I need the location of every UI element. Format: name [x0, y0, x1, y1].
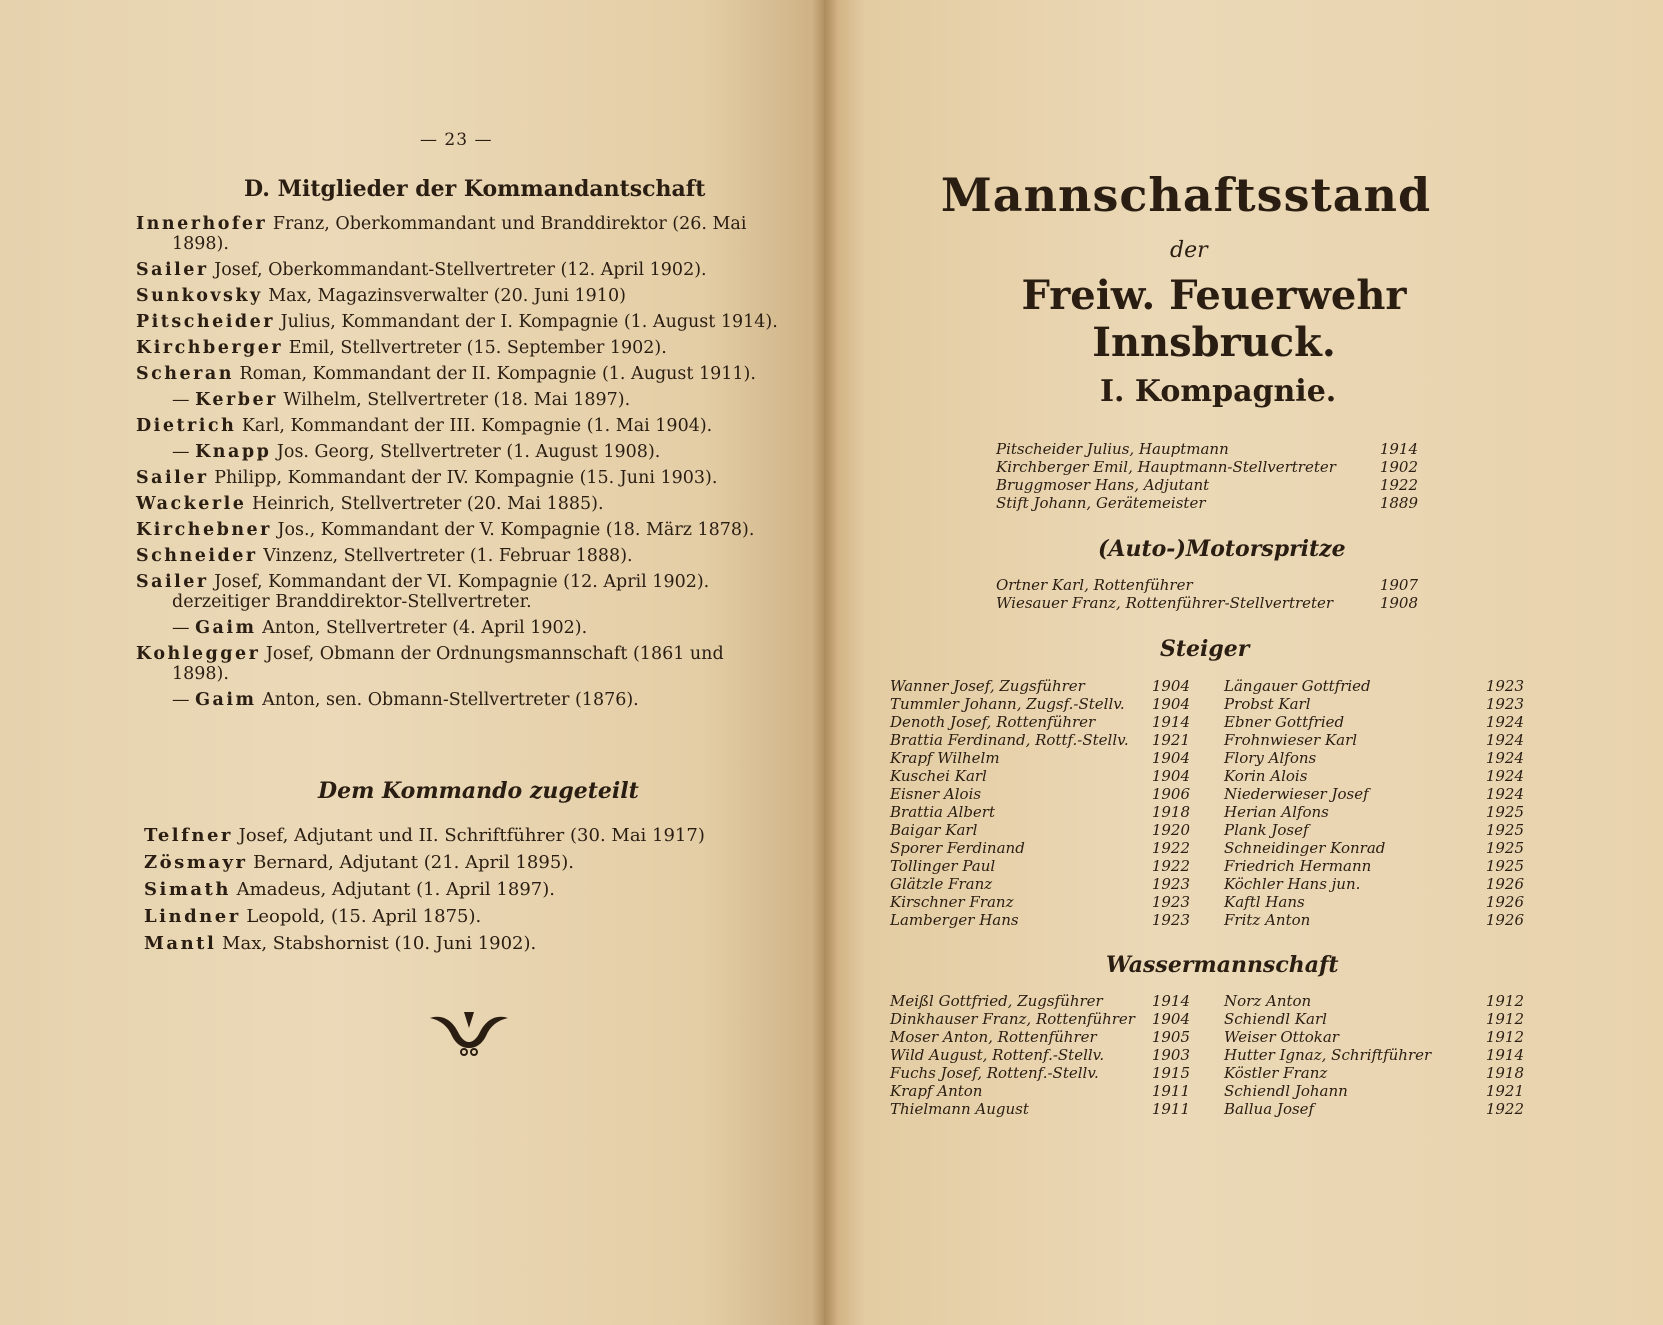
list-item — [136, 364, 786, 384]
entry-text: Josef, Adjutant und II. Schriftführer (30. Mai 1917) — [232, 825, 705, 846]
table-row — [1224, 803, 1524, 821]
roster-name: Fuchs Josef, Rottenf.-Stellv. — [890, 1064, 1099, 1082]
entry-text: Josef, Obmann der Ordnungsmannschaft (1861 und — [260, 644, 724, 664]
list-item — [136, 572, 786, 612]
list-item — [144, 853, 784, 873]
roster-name: Hutter Ignaz, Schriftführer — [1224, 1046, 1432, 1064]
roster-name: Tollinger Paul — [890, 857, 996, 875]
entry-name: Dietrich — [136, 416, 237, 436]
table-row — [890, 857, 1190, 875]
entry-name: Kohlegger — [136, 644, 261, 664]
table-row — [890, 731, 1190, 749]
roster-name: Frohnwieser Karl — [1224, 731, 1358, 749]
roster-year: 1914 — [1151, 713, 1190, 731]
list-item — [144, 880, 784, 900]
roster-year: 1925 — [1485, 857, 1524, 875]
roster-year: 1912 — [1485, 1010, 1524, 1028]
book-gutter — [812, 0, 838, 1325]
table-row — [1224, 695, 1524, 713]
entry-text: Jos. Georg, Stellvertreter (1. August 1908). — [271, 442, 661, 462]
list-item — [136, 214, 786, 254]
entry-name: Kerber — [195, 390, 278, 410]
roster-year: 1912 — [1485, 992, 1524, 1010]
entry-name: Knapp — [195, 442, 272, 462]
roster-name: Flory Alfons — [1224, 749, 1317, 767]
roster-name: Bruggmoser Hans, Adjutant — [996, 476, 1210, 494]
table-row — [1224, 911, 1524, 929]
table-row — [890, 803, 1190, 821]
entry-text: Heinrich, Stellvertreter (20. Mai 1885). — [246, 494, 604, 514]
steiger-list-right — [1224, 677, 1524, 929]
table-row — [1224, 1082, 1524, 1100]
entry-prefix: — — [172, 618, 196, 638]
roster-year: 1925 — [1485, 839, 1524, 857]
title-der: der — [1170, 238, 1208, 263]
list-item — [136, 690, 786, 710]
table-row — [890, 821, 1190, 839]
table-row — [996, 576, 1418, 594]
roster-year: 1908 — [1379, 594, 1418, 612]
roster-name: Probst Karl — [1224, 695, 1311, 713]
table-row — [1224, 992, 1524, 1010]
roster-year: 1911 — [1151, 1082, 1190, 1100]
entry-name: Gaim — [195, 690, 257, 710]
roster-name: Schiendl Karl — [1224, 1010, 1327, 1028]
roster-year: 1925 — [1485, 803, 1524, 821]
roster-year: 1904 — [1151, 767, 1190, 785]
roster-name: Weiser Ottokar — [1224, 1028, 1339, 1046]
entry-name: Sailer — [136, 468, 209, 488]
table-row — [1224, 1046, 1524, 1064]
assigned-title: Dem Kommando zugeteilt — [318, 778, 639, 804]
roster-name: Längauer Gottfried — [1224, 677, 1371, 695]
list-item — [144, 934, 784, 954]
roster-year: 1903 — [1151, 1046, 1190, 1064]
roster-name: Denoth Josef, Rottenführer — [890, 713, 1096, 731]
roster-year: 1922 — [1151, 839, 1190, 857]
roster-name: Dinkhauser Franz, Rottenführer — [890, 1010, 1135, 1028]
roster-name: Brattia Ferdinand, Rottf.-Stellv. — [890, 731, 1129, 749]
roster-name: Eisner Alois — [890, 785, 982, 803]
table-row — [1224, 821, 1524, 839]
entry-text: Vinzenz, Stellvertreter (1. Februar 1888). — [257, 546, 633, 566]
entry-name: Kirchebner — [136, 520, 272, 540]
roster-year: 1914 — [1379, 440, 1418, 458]
motor-title: (Auto-)Motorspritze — [1098, 536, 1346, 562]
entry-name: Sailer — [136, 572, 209, 592]
table-row — [1224, 857, 1524, 875]
roster-name: Schiendl Johann — [1224, 1082, 1348, 1100]
list-item — [136, 312, 786, 332]
roster-name: Thielmann August — [890, 1100, 1029, 1118]
roster-year: 1926 — [1485, 911, 1524, 929]
table-row — [1224, 677, 1524, 695]
motor-list — [996, 576, 1418, 612]
table-row — [996, 440, 1418, 458]
table-row — [890, 785, 1190, 803]
wasser-list-left — [890, 992, 1190, 1118]
steiger-title: Steiger — [1160, 636, 1250, 662]
table-row — [1224, 767, 1524, 785]
roster-name: Friedrich Hermann — [1224, 857, 1372, 875]
list-item — [136, 468, 786, 488]
table-row — [1224, 1064, 1524, 1082]
table-row — [890, 1100, 1190, 1118]
list-item — [136, 494, 786, 514]
roster-year: 1923 — [1151, 911, 1190, 929]
entry-text: Anton, sen. Obmann-Stellvertreter (1876). — [256, 690, 639, 710]
table-row — [1224, 875, 1524, 893]
table-row — [890, 695, 1190, 713]
entry-name: Wackerle — [136, 494, 247, 514]
entry-text: Franz, Oberkommandant und Branddirektor (26. Mai — [267, 214, 747, 234]
steiger-list-left — [890, 677, 1190, 929]
roster-year: 1906 — [1151, 785, 1190, 803]
list-item — [136, 618, 786, 638]
roster-year: 1912 — [1485, 1028, 1524, 1046]
roster-year: 1914 — [1485, 1046, 1524, 1064]
table-row — [1224, 839, 1524, 857]
table-row — [890, 677, 1190, 695]
table-row — [1224, 731, 1524, 749]
roster-name: Wiesauer Franz, Rottenführer-Stellvertreter — [996, 594, 1334, 612]
table-row — [890, 893, 1190, 911]
entry-name: Zösmayr — [144, 852, 248, 873]
entry-name: Gaim — [195, 618, 257, 638]
list-item — [136, 644, 786, 684]
table-row — [1224, 749, 1524, 767]
roster-name: Ortner Karl, Rottenführer — [996, 576, 1193, 594]
entry-text: Bernard, Adjutant (21. April 1895). — [247, 852, 575, 873]
table-row — [890, 911, 1190, 929]
entry-text: Wilhelm, Stellvertreter (18. Mai 1897). — [277, 390, 631, 410]
roster-name: Pitscheider Julius, Hauptmann — [996, 440, 1229, 458]
table-row — [890, 1028, 1190, 1046]
table-row — [890, 992, 1190, 1010]
roster-year: 1925 — [1485, 821, 1524, 839]
roster-year: 1926 — [1485, 893, 1524, 911]
table-row — [890, 1046, 1190, 1064]
entry-prefix: — — [172, 690, 196, 710]
roster-year: 1904 — [1151, 695, 1190, 713]
roster-name: Schneidinger Konrad — [1224, 839, 1386, 857]
list-item — [136, 416, 786, 436]
roster-year: 1922 — [1485, 1100, 1524, 1118]
roster-name: Wanner Josef, Zugsführer — [890, 677, 1085, 695]
roster-year: 1922 — [1379, 476, 1418, 494]
roster-year: 1922 — [1151, 857, 1190, 875]
table-row — [890, 749, 1190, 767]
table-row — [996, 594, 1418, 612]
roster-year: 1914 — [1151, 992, 1190, 1010]
table-row — [1224, 1010, 1524, 1028]
officers-list — [996, 440, 1418, 512]
entry-continuation: derzeitiger Branddirektor-Stellvertreter. — [172, 592, 532, 612]
roster-name: Herian Alfons — [1224, 803, 1329, 821]
roster-name: Stift Johann, Gerätemeister — [996, 494, 1206, 512]
entry-name: Scheran — [136, 364, 234, 384]
wasser-list-right — [1224, 992, 1524, 1118]
entry-text: Philipp, Kommandant der IV. Kompagnie (15. Juni 1903). — [208, 468, 718, 488]
roster-year: 1921 — [1485, 1082, 1524, 1100]
roster-name: Glätzle Franz — [890, 875, 993, 893]
roster-year: 1907 — [1379, 576, 1418, 594]
roster-name: Kirchberger Emil, Hauptmann-Stellvertreter — [996, 458, 1336, 476]
roster-name: Ebner Gottfried — [1224, 713, 1345, 731]
roster-year: 1924 — [1485, 713, 1524, 731]
roster-year: 1920 — [1151, 821, 1190, 839]
roster-year: 1918 — [1151, 803, 1190, 821]
roster-year: 1904 — [1151, 677, 1190, 695]
list-item — [136, 260, 786, 280]
table-row — [1224, 893, 1524, 911]
table-row — [1224, 1100, 1524, 1118]
table-row — [890, 875, 1190, 893]
assigned-list — [144, 826, 784, 961]
roster-name: Köchler Hans jun. — [1224, 875, 1361, 893]
roster-year: 1911 — [1151, 1100, 1190, 1118]
entry-continuation: 1898). — [172, 664, 229, 684]
entry-text: Emil, Stellvertreter (15. September 1902). — [283, 338, 667, 358]
roster-name: Köstler Franz — [1224, 1064, 1328, 1082]
list-item — [144, 907, 784, 927]
company-title: I. Kompagnie. — [1100, 374, 1337, 409]
roster-name: Niederwieser Josef — [1224, 785, 1369, 803]
wasser-title: Wassermannschaft — [1106, 952, 1339, 978]
roster-year: 1915 — [1151, 1064, 1190, 1082]
entry-text: Max, Magazinsverwalter (20. Juni 1910) — [262, 286, 626, 306]
roster-year: 1926 — [1485, 875, 1524, 893]
table-row — [996, 494, 1418, 512]
list-item — [136, 442, 786, 462]
list-item — [144, 826, 784, 846]
table-row — [890, 1064, 1190, 1082]
member-list — [136, 214, 786, 716]
roster-year: 1923 — [1485, 695, 1524, 713]
roster-name: Sporer Ferdinand — [890, 839, 1025, 857]
left-page — [0, 0, 824, 1325]
roster-year: 1923 — [1151, 893, 1190, 911]
roster-name: Korin Alois — [1224, 767, 1308, 785]
table-row — [890, 767, 1190, 785]
entry-name: Kirchberger — [136, 338, 284, 358]
entry-text: Roman, Kommandant der II. Kompagnie (1. August 1911). — [233, 364, 756, 384]
roster-name: Kirschner Franz — [890, 893, 1014, 911]
table-row — [996, 476, 1418, 494]
table-row — [890, 713, 1190, 731]
entry-text: Julius, Kommandant der I. Kompagnie (1. August 1914). — [275, 312, 778, 332]
entry-text: Jos., Kommandant der V. Kompagnie (18. März 1878). — [271, 520, 755, 540]
roster-name: Tummler Johann, Zugsf.-Stellv. — [890, 695, 1125, 713]
table-row — [1224, 1028, 1524, 1046]
table-row — [1224, 785, 1524, 803]
roster-year: 1923 — [1485, 677, 1524, 695]
entry-name: Sunkovsky — [136, 286, 263, 306]
roster-year: 1921 — [1151, 731, 1190, 749]
entry-name: Lindner — [144, 906, 241, 927]
section-title: D. Mitglieder der Kommandantschaft — [244, 176, 706, 202]
page-number: — 23 — — [420, 130, 493, 150]
roster-name: Baigar Karl — [890, 821, 978, 839]
table-row — [890, 839, 1190, 857]
list-item — [136, 286, 786, 306]
ornament-icon — [428, 1008, 510, 1056]
roster-name: Moser Anton, Rottenführer — [890, 1028, 1097, 1046]
roster-year: 1905 — [1151, 1028, 1190, 1046]
list-item — [136, 546, 786, 566]
roster-name: Plank Josef — [1224, 821, 1309, 839]
entry-name: Innerhofer — [136, 214, 268, 234]
roster-name: Brattia Albert — [890, 803, 996, 821]
list-item — [136, 338, 786, 358]
entry-text: Amadeus, Adjutant (1. April 1897). — [230, 879, 555, 900]
roster-year: 1923 — [1151, 875, 1190, 893]
list-item — [136, 520, 786, 540]
entry-text: Karl, Kommandant der III. Kompagnie (1. Mai 1904). — [236, 416, 713, 436]
entry-name: Pitscheider — [136, 312, 275, 332]
list-item — [136, 390, 786, 410]
roster-year: 1902 — [1379, 458, 1418, 476]
entry-text: Josef, Kommandant der VI. Kompagnie (12. April 1902). — [208, 572, 710, 592]
roster-name: Kaftl Hans — [1224, 893, 1305, 911]
main-title: Mannschaftsstand — [940, 168, 1432, 222]
roster-name: Wild August, Rottenf.-Stellv. — [890, 1046, 1105, 1064]
entry-continuation: 1898). — [172, 234, 229, 254]
roster-year: 1889 — [1379, 494, 1418, 512]
roster-name: Meißl Gottfried, Zugsführer — [890, 992, 1103, 1010]
roster-name: Lamberger Hans — [890, 911, 1019, 929]
sub-title: Freiw. Feuerwehr Innsbruck. — [1021, 272, 1407, 366]
entry-text: Max, Stabshornist (10. Juni 1902). — [216, 933, 537, 954]
roster-year: 1924 — [1485, 785, 1524, 803]
roster-name: Ballua Josef — [1224, 1100, 1315, 1118]
roster-name: Kuschei Karl — [890, 767, 987, 785]
entry-prefix: — — [172, 442, 196, 462]
entry-name: Simath — [144, 879, 231, 900]
roster-year: 1924 — [1485, 731, 1524, 749]
roster-year: 1904 — [1151, 1010, 1190, 1028]
entry-text: Leopold, (15. April 1875). — [240, 906, 482, 927]
entry-name: Sailer — [136, 260, 209, 280]
entry-name: Schneider — [136, 546, 258, 566]
roster-year: 1904 — [1151, 749, 1190, 767]
table-row — [1224, 713, 1524, 731]
table-row — [996, 458, 1418, 476]
roster-name: Krapf Wilhelm — [890, 749, 1000, 767]
entry-prefix: — — [172, 390, 196, 410]
roster-name: Krapf Anton — [890, 1082, 983, 1100]
entry-text: Anton, Stellvertreter (4. April 1902). — [256, 618, 588, 638]
entry-text: Josef, Oberkommandant-Stellvertreter (12. April 1902). — [208, 260, 707, 280]
entry-name: Telfner — [144, 825, 233, 846]
table-row — [890, 1010, 1190, 1028]
roster-year: 1924 — [1485, 749, 1524, 767]
entry-name: Mantl — [144, 933, 217, 954]
table-row — [890, 1082, 1190, 1100]
roster-year: 1918 — [1485, 1064, 1524, 1082]
roster-name: Norz Anton — [1224, 992, 1312, 1010]
roster-year: 1924 — [1485, 767, 1524, 785]
roster-name: Fritz Anton — [1224, 911, 1311, 929]
